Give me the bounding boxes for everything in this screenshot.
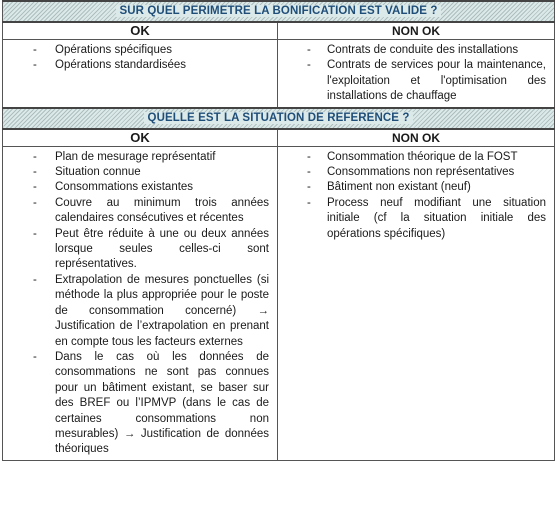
bonification-table xyxy=(2,0,555,461)
list-item: - Consommations non représentatives xyxy=(278,165,546,180)
section2-nok-cell xyxy=(278,146,555,460)
list-item: - Consommation théorique de la FOST xyxy=(278,150,546,165)
list-item: - Bâtiment non existant (neuf) xyxy=(278,180,546,195)
section2-title: QUELLE EST LA SITUATION DE REFERENCE ? xyxy=(144,112,414,124)
list-item: - Opérations spécifiques xyxy=(3,43,269,58)
section1-ok-list xyxy=(3,40,277,76)
list-item: - Couvre au minimum trois années calendaires consécutives et récentes xyxy=(3,196,269,227)
section1-banner xyxy=(3,1,555,22)
list-item: - Contrats de conduite des installations xyxy=(278,43,546,58)
list-item: - Opérations standardisées xyxy=(3,58,269,73)
section2-ok-list xyxy=(3,147,277,460)
section1-title: SUR QUEL PERIMETRE LA BONIFICATION EST VALIDE ? xyxy=(116,5,442,17)
section2-banner xyxy=(3,108,555,129)
list-item: - Consommations existantes xyxy=(3,180,269,195)
section2-nok-list xyxy=(278,147,554,244)
section2-nok-header: NON OK xyxy=(278,129,555,147)
list-item: - Dans le cas où les données de consommations ne sont pas connues pour un bâtiment existant, se baser sur des BREF ou l’IPMVP (dans le cas de certaines consommations non mesurables) → Justification de données théoriques xyxy=(3,350,269,458)
section1-ok-header: OK xyxy=(3,22,278,40)
section2-ok-cell xyxy=(3,146,278,460)
list-item: - Peut être réduite à une ou deux années lorsque seules celles-ci sont représentatives. xyxy=(3,227,269,273)
section1-nok-header: NON OK xyxy=(278,22,555,40)
section2-ok-header: OK xyxy=(3,129,278,147)
section1-nok-cell xyxy=(278,40,555,108)
list-item: - Plan de mesurage représentatif xyxy=(3,150,269,165)
list-item: - Contrats de services pour la maintenance, l'exploitation et l'optimisation des installations de chauffage xyxy=(278,58,546,104)
section1-nok-list xyxy=(278,40,554,107)
list-item: - Situation connue xyxy=(3,165,269,180)
section1-ok-cell xyxy=(3,40,278,108)
list-item: - Extrapolation de mesures ponctuelles (si méthode la plus appropriée pour le poste de consommation concerné) → Justification de l’extrapolation en prenant en compte tous les facteurs externes xyxy=(3,273,269,350)
list-item: - Process neuf modifiant une situation initiale (cf la situation initiale des opérations spécifiques) xyxy=(278,196,546,242)
